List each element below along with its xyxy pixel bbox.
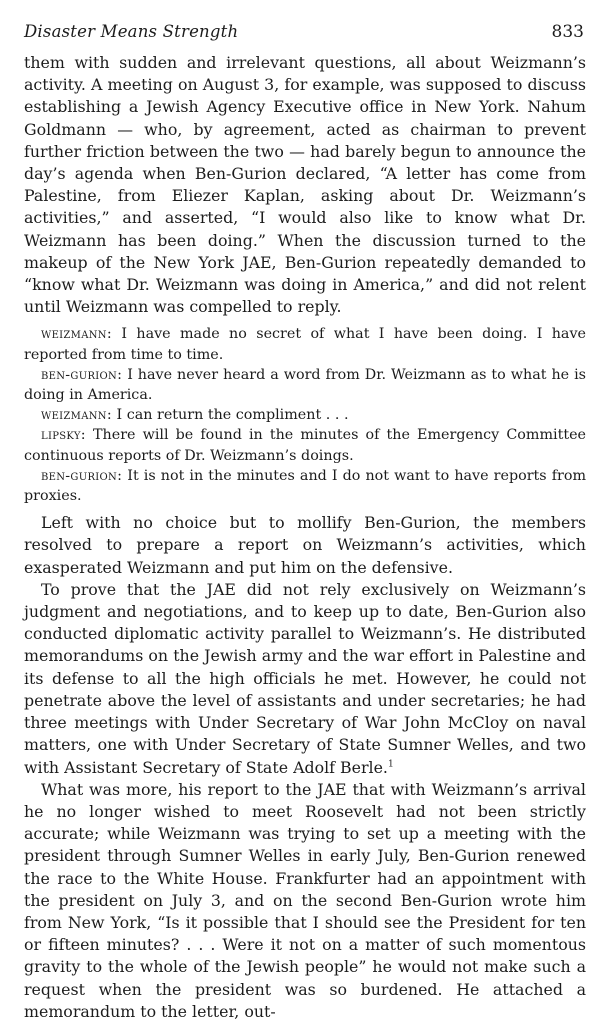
footnote-marker[interactable]: 1 xyxy=(387,759,394,770)
speaker-name: weizmann: xyxy=(41,407,112,424)
dialogue-line xyxy=(24,466,586,506)
dialogue-line xyxy=(24,405,586,425)
paragraph: What was more, his report to the JAE that with Weizmann’s arrival he no longer wished to meet Roosevelt had not been strictly accurate; while Weizmann was trying to set up a meeting with the president through Sumner Welles in early July, Ben-Gurion renewed the race to the White House. Frankfurter had an appointment with the president on July 3, and on the second Ben-Gurion wrote him from New York, “Is it possible that I should see the President for ten or fifteen minutes? . . . Were it not on a matter of such momentous gravity to the whole of the Jewish people” he would not make such a request when the president was so burdened. He attached a memorandum to the letter, out- xyxy=(24,779,586,1021)
paragraph-continuation: them with sudden and irrelevant questions, all about Weizmann’s activity. A meeting on August 3, for example, was supposed to discuss establishing a Jewish Agency Executive office in New York. Nahum Goldmann — who, by agreement, acted as chairman to prevent further friction between the two — had barely begun to announce the day’s agenda when Ben-Gurion declared, “A letter has come from Palestine, from Eliezer Kaplan, asking about Dr. Weizmann’s activities,” and asserted, “I would also like to know what Dr. Weizmann has been doing.” When the discussion turned to the makeup of the New York JAE, Ben-Gurion repeatedly demanded to “know what Dr. Weizmann was doing in America,” and did not relent until Weizmann was compelled to reply. xyxy=(24,53,586,317)
dialogue-text: There will be found in the minutes of the Emergency Committee continuous reports of Dr. Weizmann’s doings. xyxy=(24,427,586,464)
paragraph xyxy=(24,579,586,779)
body-text xyxy=(24,52,586,1023)
running-title: Disaster Means Strength xyxy=(24,22,239,41)
dialogue-line xyxy=(24,324,586,364)
page-number: 833 xyxy=(551,22,584,42)
dialogue-text: I have made no secret of what I have been doing. I have reported from time to time. xyxy=(24,326,586,363)
running-head xyxy=(24,0,586,48)
dialogue-line xyxy=(24,365,586,405)
dialogue-line xyxy=(24,425,586,465)
speaker-name: ben-gurion: xyxy=(41,366,123,383)
speaker-name: lipsky: xyxy=(41,427,86,444)
speaker-name: weizmann: xyxy=(41,326,112,343)
dialogue-text: I can return the compliment . . . xyxy=(116,407,349,424)
paragraph-text: To prove that the JAE did not rely exclusively on Weizmann’s judgment and negotiations, and to keep up to date, Ben-Gurion also conducted diplomatic activity parallel to Weizmann’s. He distributed memorandums on the Jewish army and the war effort in Palestine and its defense to all the high officials he met. However, he could not penetrate above the level of assistants and under secretaries; he had three meetings with Under Secretary of War John McCloy on naval matters, one with Under Secretary of State Sumner Welles, and two with Assistant Secretary of State Adolf Berle. xyxy=(24,579,586,777)
speaker-name: ben-gurion: xyxy=(41,467,123,484)
dialogue-text: I have never heard a word from Dr. Weizmann as to what he is doing in America. xyxy=(24,366,587,404)
dialogue-block xyxy=(24,324,586,506)
dialogue-text: It is not in the minutes and I do not want to have reports from proxies. xyxy=(24,467,587,505)
paragraph: Left with no choice but to mollify Ben-Gurion, the members resolved to prepare a report on Weizmann’s activities, which exasperated Weizmann and put him on the defensive. xyxy=(24,513,586,577)
